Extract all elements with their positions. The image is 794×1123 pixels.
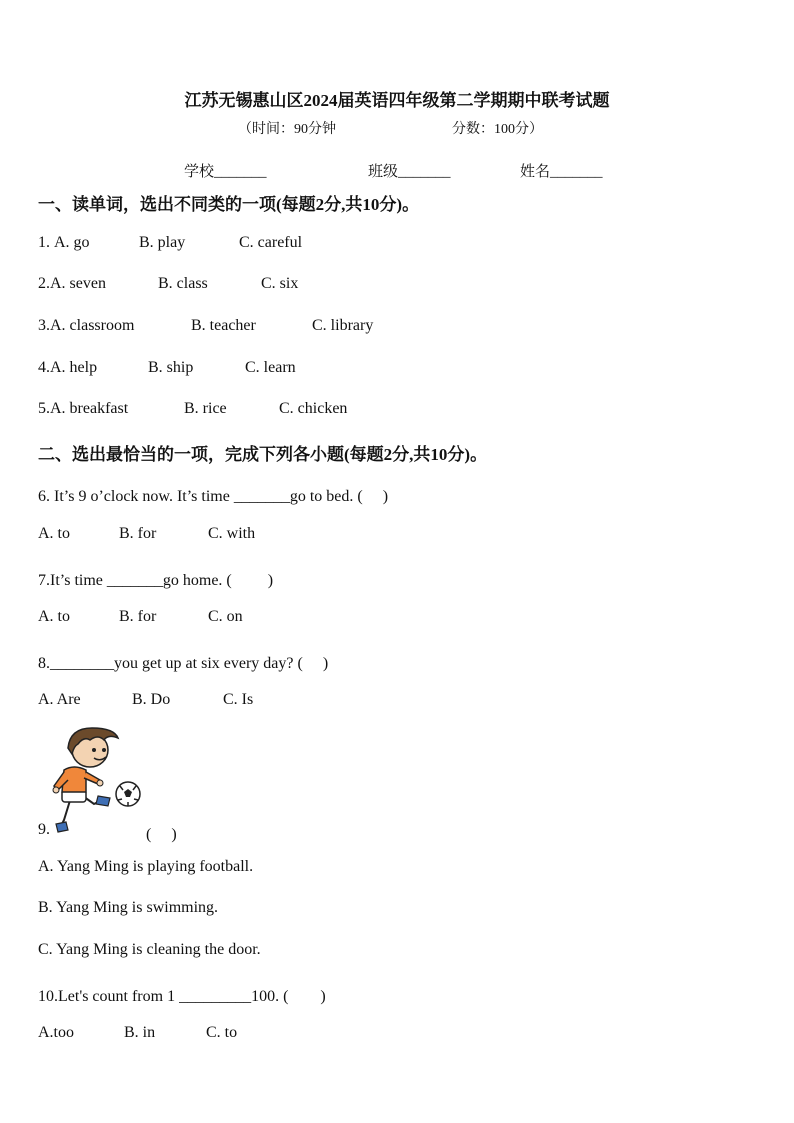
question-8-options — [38, 691, 253, 709]
option-b: B. for — [119, 608, 157, 625]
right-shoe — [96, 796, 110, 806]
boy-playing-football-illustration — [50, 724, 144, 836]
left-shoe — [56, 822, 68, 832]
option-a: A. classroom — [50, 317, 135, 334]
section-2-heading: 二、选出最恰当的一项，完成下列各小题(每题2分,共10分)。 — [38, 445, 488, 464]
option-b: B. ship — [148, 359, 194, 376]
option-a: A.too — [38, 1024, 74, 1041]
exam-score: 分数：100分） — [452, 122, 543, 137]
option-c: C. Is — [223, 691, 254, 708]
option-b: B. in — [124, 1024, 156, 1041]
question-6-stem: 6. It’s 9 o’clock now. It’s time _______go to bed. ( ) — [38, 488, 389, 505]
question-row — [38, 234, 302, 252]
school-field: 学校_______ — [184, 164, 267, 180]
option-a: A. go — [54, 234, 90, 251]
option-c: C. to — [206, 1024, 238, 1041]
section-1-heading: 一、读单词，选出不同类的一项(每题2分,共10分)。 — [38, 195, 420, 214]
question-10-stem: 10.Let's count from 1 _________100. ( ) — [38, 988, 326, 1005]
option-a: A. help — [50, 359, 98, 376]
option-c: C. with — [208, 525, 256, 542]
option-a: A. to — [38, 608, 70, 625]
question-number: 2. — [38, 275, 50, 292]
option-c: C. on — [208, 608, 243, 625]
question-6-options — [38, 525, 255, 543]
question-number: 5. — [38, 400, 50, 417]
option-a: A. to — [38, 525, 70, 542]
question-row — [38, 317, 373, 335]
option-c: C. careful — [239, 234, 303, 251]
football-icon — [116, 782, 140, 806]
option-b: B. teacher — [191, 317, 256, 334]
exam-time: （时间：90分钟 — [238, 122, 336, 137]
question-row — [38, 359, 296, 377]
question-number: 4. — [38, 359, 50, 376]
question-row — [38, 400, 347, 418]
question-9-answer-paren: ( ) — [146, 826, 177, 843]
question-number: 1. — [38, 234, 54, 251]
page-title: 江苏无锡惠山区2024届英语四年级第二学期期中联考试题 — [184, 91, 610, 110]
name-field: 姓名_______ — [520, 164, 603, 180]
question-7-options — [38, 608, 243, 626]
option-c: C. learn — [245, 359, 296, 376]
question-number: 3. — [38, 317, 50, 334]
option-b: B. class — [158, 275, 208, 292]
boy-football-icon — [50, 724, 144, 836]
option-c: C. chicken — [279, 400, 348, 417]
option-c: C. six — [261, 275, 299, 292]
option-b: B. for — [119, 525, 157, 542]
option-b: B. play — [139, 234, 186, 251]
question-row — [38, 275, 298, 293]
class-field: 班级_______ — [368, 164, 451, 180]
option-b: B. Do — [132, 691, 171, 708]
question-9-number: 9. — [38, 821, 50, 838]
question-10-options — [38, 1024, 237, 1042]
option-a: A. breakfast — [50, 400, 129, 417]
question-8-stem: 8.________you get up at six every day? ( ) — [38, 655, 329, 672]
question-7-stem: 7.It’s time _______go home. ( ) — [38, 572, 274, 589]
option-a: A. seven — [50, 275, 106, 292]
question-9-option-b: B. Yang Ming is swimming. — [38, 899, 219, 916]
option-b: B. rice — [184, 400, 227, 417]
question-9-option-a: A. Yang Ming is playing football. — [38, 858, 254, 875]
option-c: C. library — [312, 317, 374, 334]
question-9-option-c: C. Yang Ming is cleaning the door. — [38, 941, 261, 958]
option-a: A. Are — [38, 691, 81, 708]
